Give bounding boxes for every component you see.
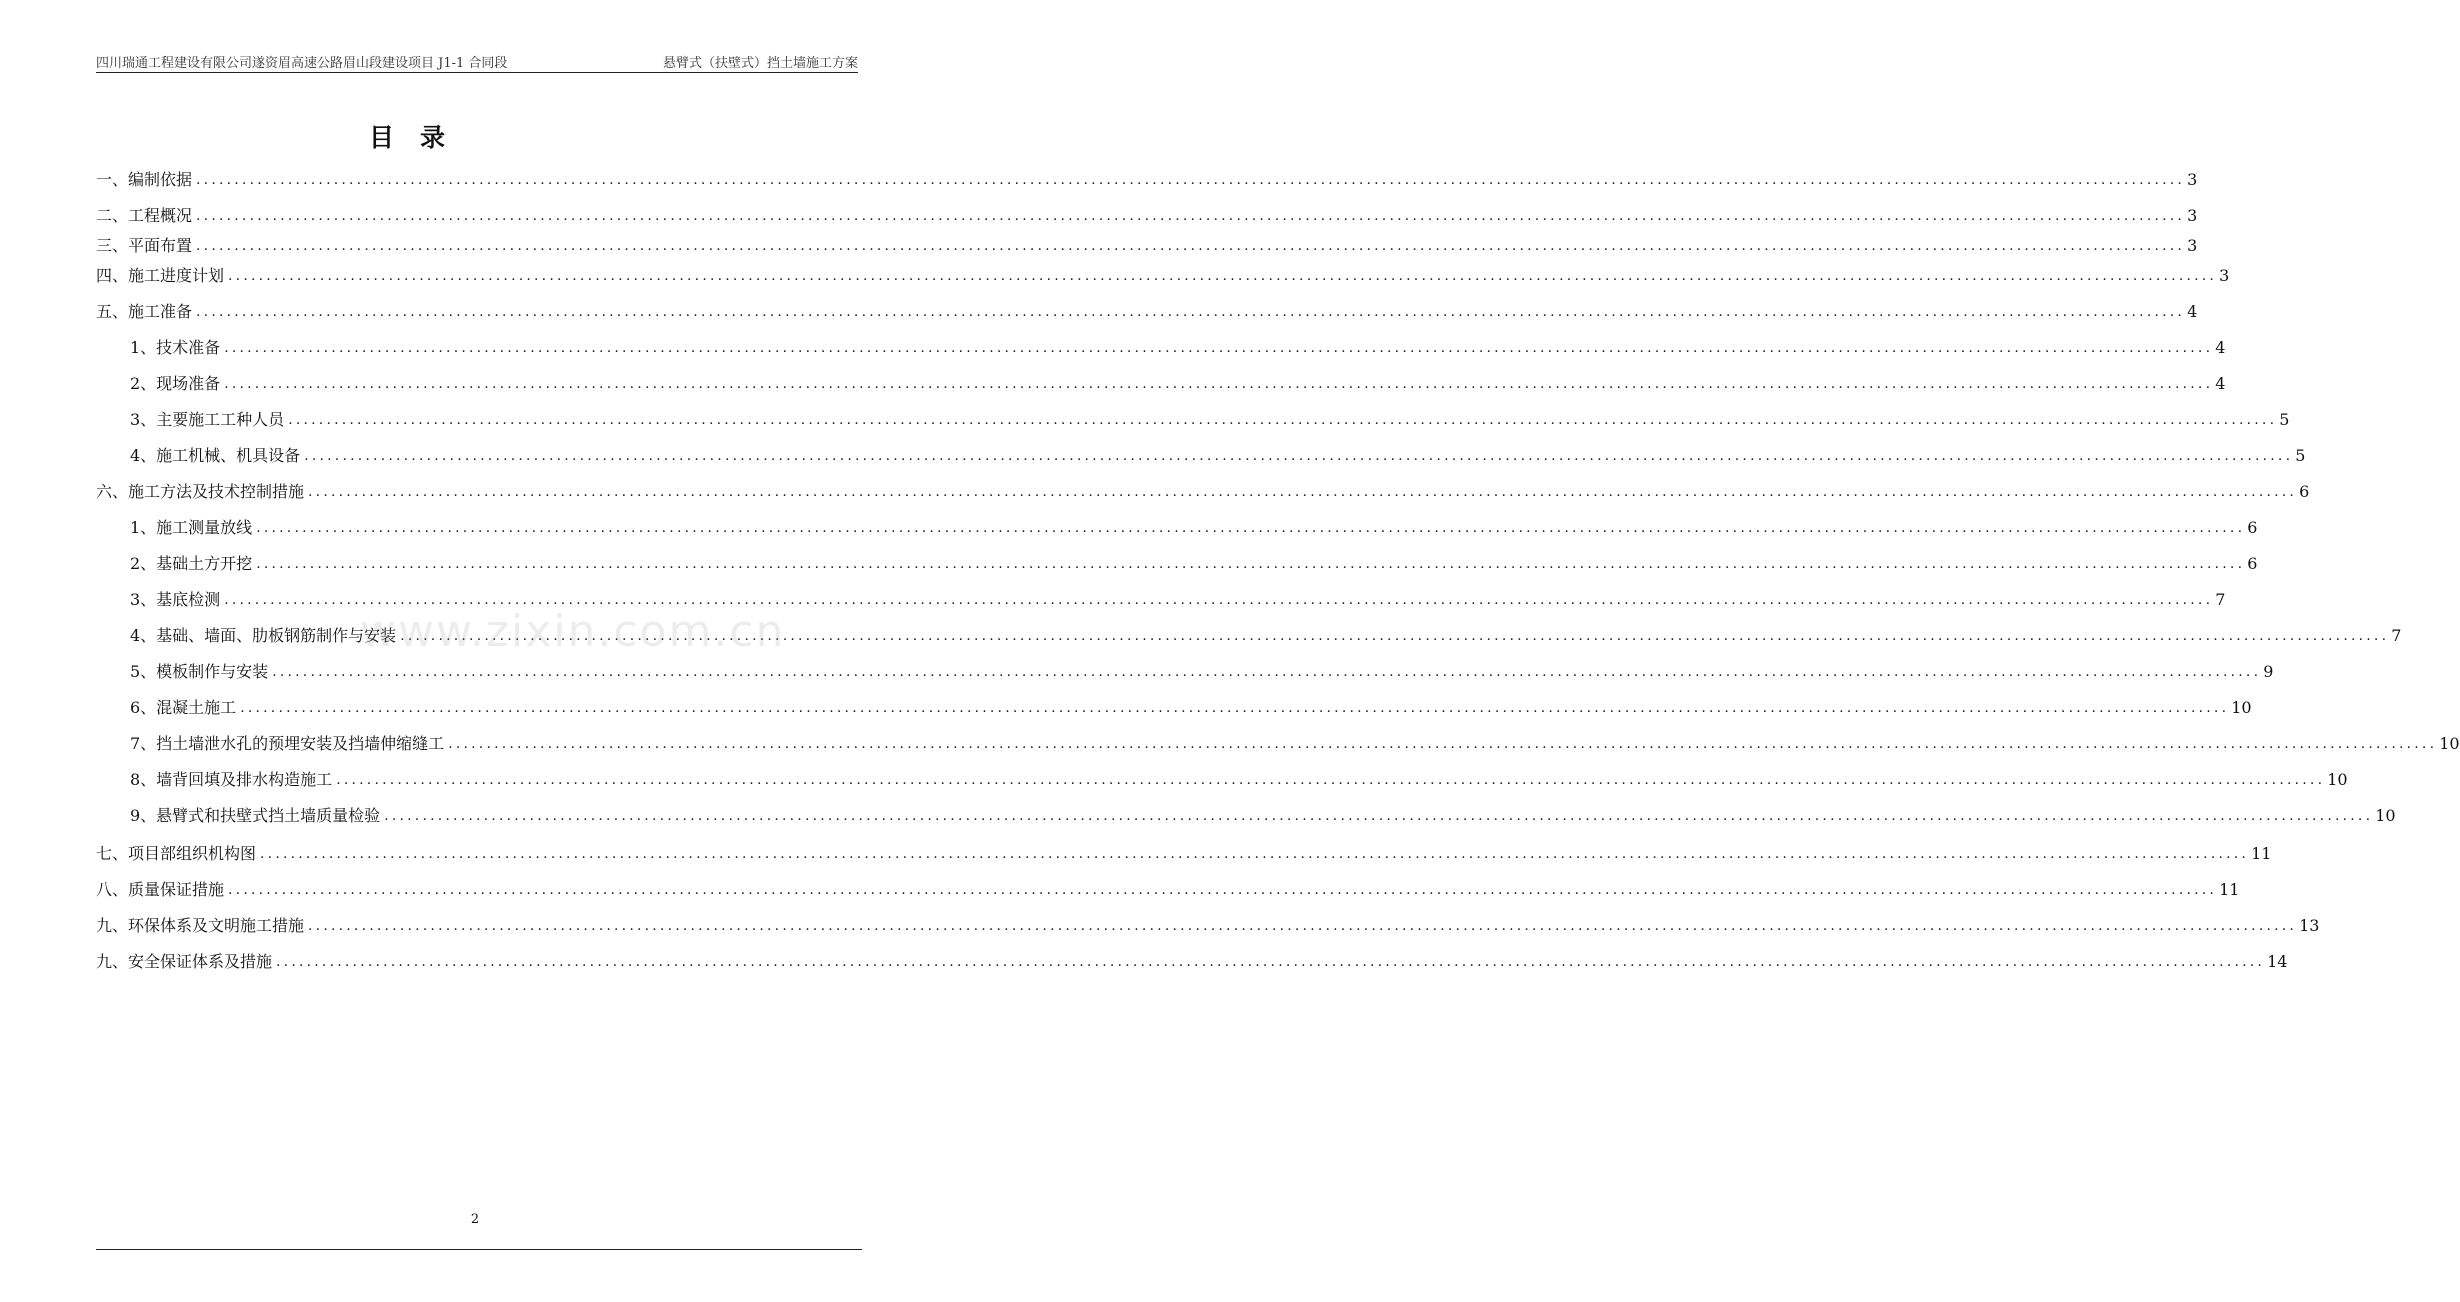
toc-leader-dots: .................................................................................................................................................................................................................................................................... [224,592,2214,608]
toc-entry-label: 5、模板制作与安装 [130,662,269,681]
toc-entry[interactable] [96,472,2310,502]
toc-entry[interactable] [96,688,2252,718]
toc-leader-dots: .................................................................................................................................................................................................................................................................... [448,736,2438,752]
toc-leader-dots: .................................................................................................................................................................................................................................................................... [272,664,2262,680]
toc-leader-dots: .................................................................................................................................................................................................................................................................... [224,376,2214,392]
toc-leader-dots: .................................................................................................................................................................................................................................................................... [304,448,2294,464]
toc-leader-dots: .................................................................................................................................................................................................................................................................... [256,556,2246,572]
toc-leader-dots: .................................................................................................................................................................................................................................................................... [400,628,2390,644]
toc-entry[interactable] [96,724,2460,754]
toc-entry-label: 八、质量保证措施 [96,880,225,899]
toc-entry-page: 4 [2215,338,2226,357]
toc-entry-label: 三、平面布置 [96,236,193,255]
toc-entry[interactable] [96,942,2288,972]
toc-leader-dots: .................................................................................................................................................................................................................................................................... [224,340,2214,356]
toc-leader-dots: .................................................................................................................................................................................................................................................................... [384,808,2374,824]
toc-entry-label: 1、技术准备 [130,338,221,357]
toc-entry-page: 6 [2247,554,2258,573]
toc-entry[interactable] [96,906,2320,936]
toc-entry[interactable] [96,196,2198,226]
toc-entry[interactable] [96,652,2274,682]
header-document-title: 悬臂式（扶壁式）挡土墙施工方案 [662,56,858,71]
toc-leader-dots: .................................................................................................................................................................................................................................................................... [308,918,2298,934]
toc-entry-page: 10 [2375,806,2396,825]
toc-entry-label: 九、安全保证体系及措施 [96,952,273,971]
toc-entry-label: 3、主要施工工种人员 [130,410,285,429]
toc-leader-dots: .................................................................................................................................................................................................................................................................... [240,700,2230,716]
footer-divider [96,1249,862,1250]
toc-entry[interactable] [96,580,2226,610]
toc-entry-label: 3、基底检测 [130,590,221,609]
toc-entry-label: 8、墙背回填及排水构造施工 [130,770,333,789]
toc-entry-page: 11 [2251,844,2272,863]
toc-entry-label: 9、悬臂式和扶壁式挡土墙质量检验 [130,806,381,825]
toc-entry-page: 3 [2187,236,2198,255]
toc-entry-page: 3 [2219,266,2230,285]
toc-leader-dots: .................................................................................................................................................................................................................................................................... [308,484,2298,500]
toc-entry-page: 4 [2187,302,2198,321]
toc-entry-label: 五、施工准备 [96,302,193,321]
toc-leader-dots: .................................................................................................................................................................................................................................................................... [228,882,2218,898]
toc-leader-dots: .................................................................................................................................................................................................................................................................... [196,172,2186,188]
toc-entry[interactable] [96,226,2198,256]
toc-entry-page: 10 [2327,770,2348,789]
page-header [96,52,858,73]
toc-entry[interactable] [96,364,2226,394]
toc-entry-page: 5 [2279,410,2290,429]
toc-entry-page: 6 [2299,482,2310,501]
header-project-name: 四川瑞通工程建设有限公司遂资眉高速公路眉山段建设项目 J1-1 合同段 [96,56,508,71]
toc-entry-page: 6 [2247,518,2258,537]
toc-title: 目录 [368,123,471,152]
toc-entry-label: 4、施工机械、机具设备 [130,446,301,465]
toc-entry-page: 7 [2391,626,2402,645]
toc-entry[interactable] [96,508,2258,538]
toc-entry[interactable] [96,870,2240,900]
watermark: www.zixin.com.cn [360,606,786,657]
toc-entry-label: 九、环保体系及文明施工措施 [96,916,305,935]
toc-leader-dots: .................................................................................................................................................................................................................................................................... [288,412,2278,428]
toc-entry-label: 2、现场准备 [130,374,221,393]
toc-entry-label: 2、基础土方开挖 [130,554,253,573]
toc-entry-page: 9 [2263,662,2274,681]
toc-entry[interactable] [96,616,2402,646]
toc-entry[interactable] [96,400,2290,430]
toc-entry-page: 4 [2215,374,2226,393]
toc-entry-page: 7 [2215,590,2226,609]
toc-leader-dots: .................................................................................................................................................................................................................................................................... [196,208,2186,224]
toc-entry-page: 5 [2295,446,2306,465]
toc-entry-page: 14 [2267,952,2288,971]
toc-entry[interactable] [96,160,2198,190]
toc-entry[interactable] [96,292,2198,322]
page-number: 2 [470,1212,480,1227]
toc-leader-dots: .................................................................................................................................................................................................................................................................... [260,846,2250,862]
toc-entry[interactable] [96,796,2396,826]
toc-leader-dots: .................................................................................................................................................................................................................................................................... [256,520,2246,536]
toc-leader-dots: .................................................................................................................................................................................................................................................................... [196,304,2186,320]
toc-entry-label: 1、施工测量放线 [130,518,253,537]
toc-leader-dots: .................................................................................................................................................................................................................................................................... [336,772,2326,788]
toc-entry-page: 3 [2187,170,2198,189]
toc-entry-label: 二、工程概况 [96,206,193,225]
toc-entry-label: 4、基础、墙面、肋板钢筋制作与安装 [130,626,397,645]
toc-entry-page: 10 [2439,734,2460,753]
toc-leader-dots: .................................................................................................................................................................................................................................................................... [228,268,2218,284]
toc-entry-page: 13 [2299,916,2320,935]
toc-entry-page: 11 [2219,880,2240,899]
toc-leader-dots: .................................................................................................................................................................................................................................................................... [196,238,2186,254]
toc-entry[interactable] [96,834,2272,864]
toc-entry[interactable] [96,760,2348,790]
toc-entry-page: 3 [2187,206,2198,225]
toc-entry[interactable] [96,328,2226,358]
toc-entry-label: 四、施工进度计划 [96,266,225,285]
toc-entry-page: 10 [2231,698,2252,717]
toc-leader-dots: .................................................................................................................................................................................................................................................................... [276,954,2266,970]
toc-entry-label: 六、施工方法及技术控制措施 [96,482,305,501]
toc-entry-label: 7、挡土墙泄水孔的预埋安装及挡墙伸缩缝工 [130,734,445,753]
toc-entry[interactable] [96,256,2230,286]
toc-entry-label: 七、项目部组织机构图 [96,844,257,863]
toc-entry-label: 一、编制依据 [96,170,193,189]
toc-entry[interactable] [96,544,2258,574]
toc-entry-label: 6、混凝土施工 [130,698,237,717]
toc-entry[interactable] [96,436,2306,466]
